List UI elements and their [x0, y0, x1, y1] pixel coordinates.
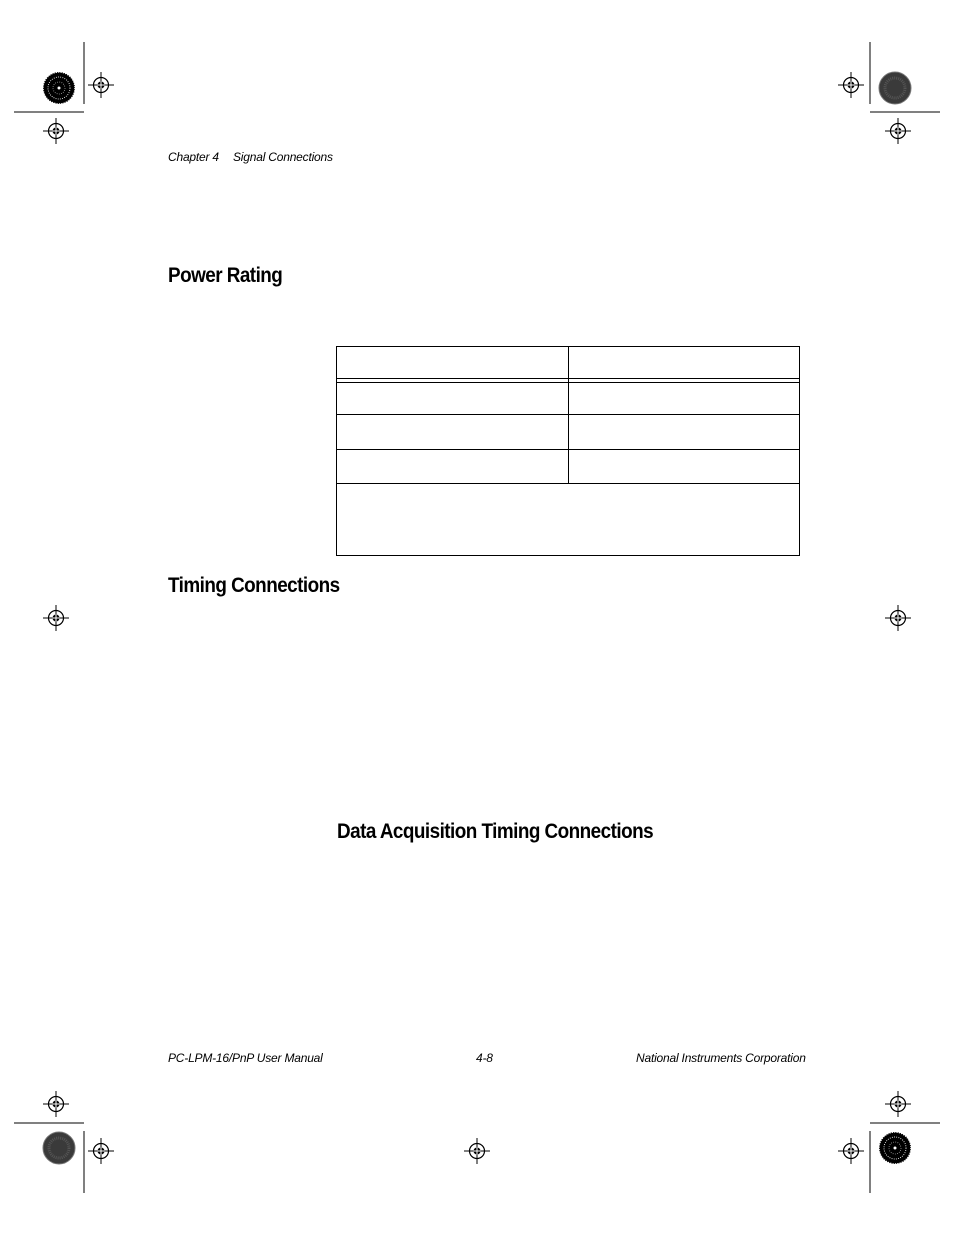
header-section: Signal Connections	[233, 150, 333, 164]
footer-page-number: 4-8	[476, 1051, 493, 1065]
table-row-rule	[337, 483, 799, 484]
table-header-rule-double	[337, 382, 799, 383]
table-row-rule	[337, 414, 799, 415]
footer-company: National Instruments Corporation	[636, 1051, 806, 1065]
table-column-divider	[568, 347, 569, 484]
heading-power-rating: Power Rating	[168, 264, 283, 287]
footer-manual-title: PC-LPM-16/PnP User Manual	[168, 1051, 323, 1065]
heading-daq-timing-connections: Data Acquisition Timing Connections	[337, 820, 654, 843]
power-rating-table	[336, 346, 800, 556]
table-header-rule	[337, 378, 799, 379]
table-row-rule	[337, 449, 799, 450]
header-chapter: Chapter 4	[168, 150, 219, 164]
heading-timing-connections: Timing Connections	[168, 574, 340, 597]
